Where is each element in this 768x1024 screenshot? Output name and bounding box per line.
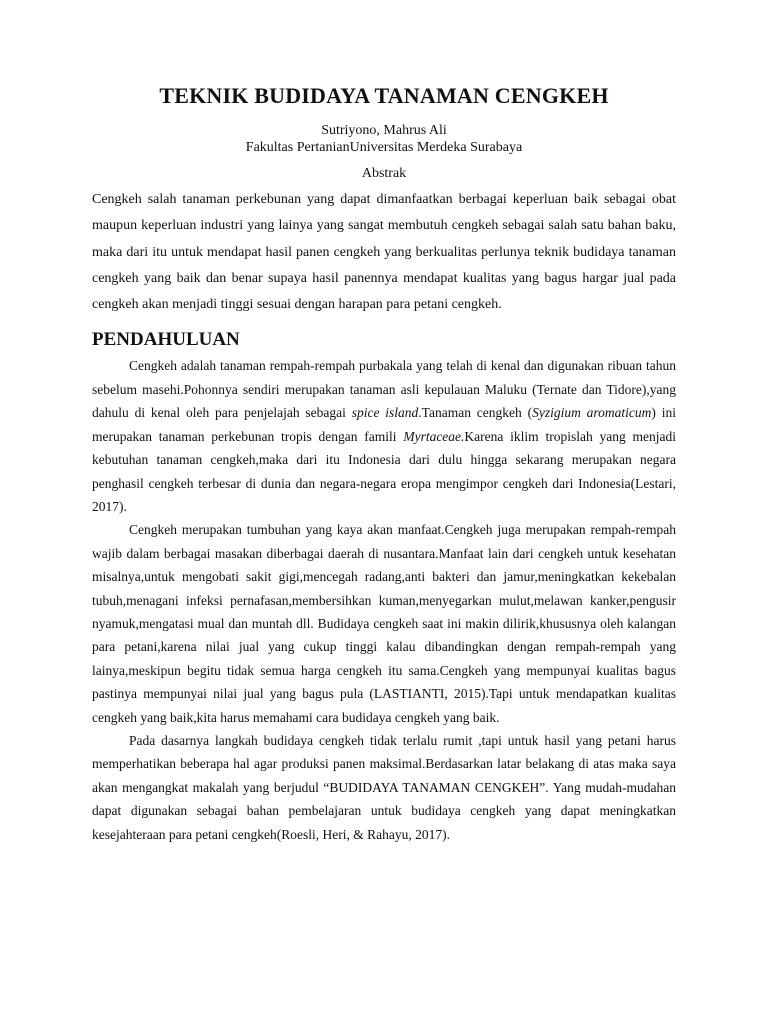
paper-authors: Sutriyono, Mahrus Ali: [321, 123, 447, 138]
paper-title: TEKNIK BUDIDAYA TANAMAN CENGKEH: [159, 83, 609, 108]
paper-affiliation: Fakultas PertanianUniversitas Merdeka Surabaya: [245, 140, 523, 155]
paragraph-3: Pada dasarnya langkah budidaya cengkeh tidak terlalu rumit ,tapi untuk hasil yang petani harus memperhatikan beberapa hal agar produksi panen maksimal.Berdasarkan latar belakang di atas maka saya akan mengangkat makalah yang berjudul “BUDIDAYA TANAMAN CENGKEH”. Yang mudah-mudahan dapat digunakan sebagai bahan pembelajaran untuk budidaya cengkeh yang dapat meningkatkan kesejahteraan para petani cengkeh(Roesli, Heri, & Rahayu, 2017).: [92, 732, 676, 842]
paragraph-1-italic-species: Syzigium aromaticum: [532, 405, 652, 421]
paragraph-1-text-b: .Tanaman cengkeh (: [418, 405, 533, 421]
paragraph-1-italic-spice-island: spice island: [351, 405, 419, 421]
paragraph-1-italic-family: Myrtaceae.: [403, 428, 465, 444]
paragraph-1-text-c: ) ini merupakan tanaman perkebunan tropis dengan famili: [92, 405, 676, 444]
paragraph-2: Cengkeh merupakan tumbuhan yang kaya akan manfaat.Cengkeh juga merupakan rempah-rempah wajib dalam berbagai masakan diberbagai daerah di nusantara.Manfaat lain dari cengkeh untuk kesehatan misalnya,untuk mengobati sakit gigi,mencegah radang,anti bakteri dan jamur,meningkatkan kekebalan tubuh,menagani infeksi pernafasan,membersihkan kuman,menyegarkan mulut,melawan kanker,pengusir nyamuk,mengatasi mual dan muntah dll. Budidaya cengkeh saat ini makin dilirik,khususnya oleh kalangan para petani,karena nilai jual yang cukup tinggi kalau dibandingkan dengan rempah-rempah yang lainya,meskipun begitu tidak semua harga cengkeh itu sama.Cengkeh yang mempunyai kualitas bagus pastinya mempunyai nilai jual yang bagus pula (LASTIANTI, 2015).Tapi untuk mendapatkan kualitas cengkeh yang baik,kita harus memahami cara budidaya cengkeh yang baik.: [92, 522, 676, 725]
section-heading-pendahuluan: PENDAHULUAN: [92, 329, 240, 351]
paragraph-1-text-a: Cengkeh adalah tanaman rempah-rempah purbakala yang telah di kenal dan digunakan ribuan tahun sebelum masehi.Pohonnya sendiri merupakan tanaman asli kepulauan Maluku (Ternate dan Tidore),yang dahulu di kenal oleh para penjelajah sebagai: [92, 358, 676, 421]
paragraph-1-text-d: Karena iklim tropislah yang menjadi kebutuhan tanaman cengkeh,maka dari itu Indonesia dari dulu hingga sekarang merupakan negara penghasil cengkeh terbesar di dunia dan negara-negara eropa mengimpor cengkeh dari Indonesia(Lestari, 2017).: [92, 428, 676, 514]
abstract-text: Cengkeh salah tanaman perkebunan yang dapat dimanfaatkan berbagai keperluan baik sebagai obat maupun keperluan industri yang lainya yang sangat membutuh cengkeh sebagai salah satu bahan baku, maka dari itu untuk mendapat hasil panen cengkeh yang berkualitas perlunya teknik budidaya tanaman cengkeh yang baik dan benar supaya hasil panennya mendapat kualitas yang bagus hargar jual pada cengkeh akan menjadi tinggi sesuai dengan harapan para petani cengkeh.: [92, 192, 676, 313]
paragraph-1: [92, 354, 676, 518]
document-page: [92, 82, 676, 846]
abstract-label: Abstrak: [361, 166, 407, 181]
